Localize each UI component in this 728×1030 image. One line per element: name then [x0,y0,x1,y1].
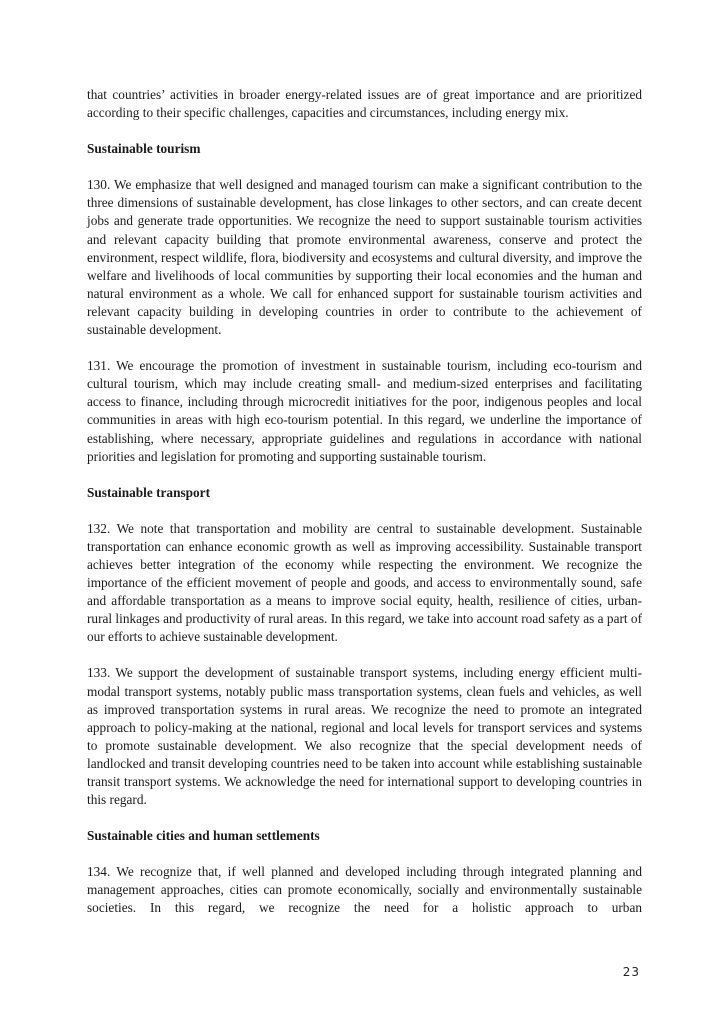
paragraph-continued: that countries’ activities in broader energy-related issues are of great importance and are prioritized according to their specific challenges, capacities and circumstances, including energy mix. [87,87,642,121]
paragraph-132: 132. We note that transportation and mobility are central to sustainable development. Sustainable transportation can enhance economic growth as well as improving accessibility. Sustainable transport achieves better integration of the economy while respecting the environment. We recognize the importance of the efficient movement of people and goods, and access to environmentally sound, safe and affordable transportation as a means to improve social equity, health, resilience of cities, urban-rural linkages and productivity of rural areas. In this regard, we take into account road safety as a part of our efforts to achieve sustainable development. [87,520,642,645]
paragraph-131: 131. We encourage the promotion of investment in sustainable tourism, including eco-tourism and cultural tourism, which may include creating small- and medium-sized enterprises and facilitating access to finance, including through microcredit initiatives for the poor, indigenous peoples and local communities in areas with high eco-tourism potential. In this regard, we underline the importance of establishing, where necessary, appropriate guidelines and regulations in accordance with national priorities and legislation for promoting and supporting sustainable tourism. [87,358,642,464]
page-number: 23 [622,965,640,979]
document-page [87,86,642,936]
section-heading-sustainable-tourism: Sustainable tourism [87,141,201,157]
paragraph-134: 134. We recognize that, if well planned and developed including through integrated planning and management approaches, cities can promote economically, socially and environmentally sustainable societies. In this regard, we recognize the need for a holistic approach to urban [87,864,642,916]
section-heading-sustainable-transport: Sustainable transport [87,484,211,500]
section-heading-sustainable-cities: Sustainable cities and human settlements [87,828,320,844]
paragraph-133: 133. We support the development of sustainable transport systems, including energy efficient multi-modal transport systems, notably public mass transportation systems, clean fuels and vehicles, as well as improved transportation systems in rural areas. We recognize the need to promote an integrated approach to policy-making at the national, regional and local levels for transport services and systems to promote sustainable development. We also recognize that the special development needs of landlocked and transit developing countries need to be taken into account while establishing sustainable transit transport systems. We acknowledge the need for international support to developing countries in this regard. [87,665,642,808]
paragraph-130: 130. We emphasize that well designed and managed tourism can make a significant contribution to the three dimensions of sustainable development, has close linkages to other sectors, and can create decent jobs and generate trade opportunities. We recognize the need to support sustainable tourism activities and relevant capacity building that promote environmental awareness, conserve and protect the environment, respect wildlife, flora, biodiversity and ecosystems and cultural diversity, and improve the welfare and livelihoods of local communities by supporting their local economies and the human and natural environment as a whole. We call for enhanced support for sustainable tourism activities and relevant capacity building in developing countries in order to contribute to the achievement of sustainable development. [87,177,642,338]
